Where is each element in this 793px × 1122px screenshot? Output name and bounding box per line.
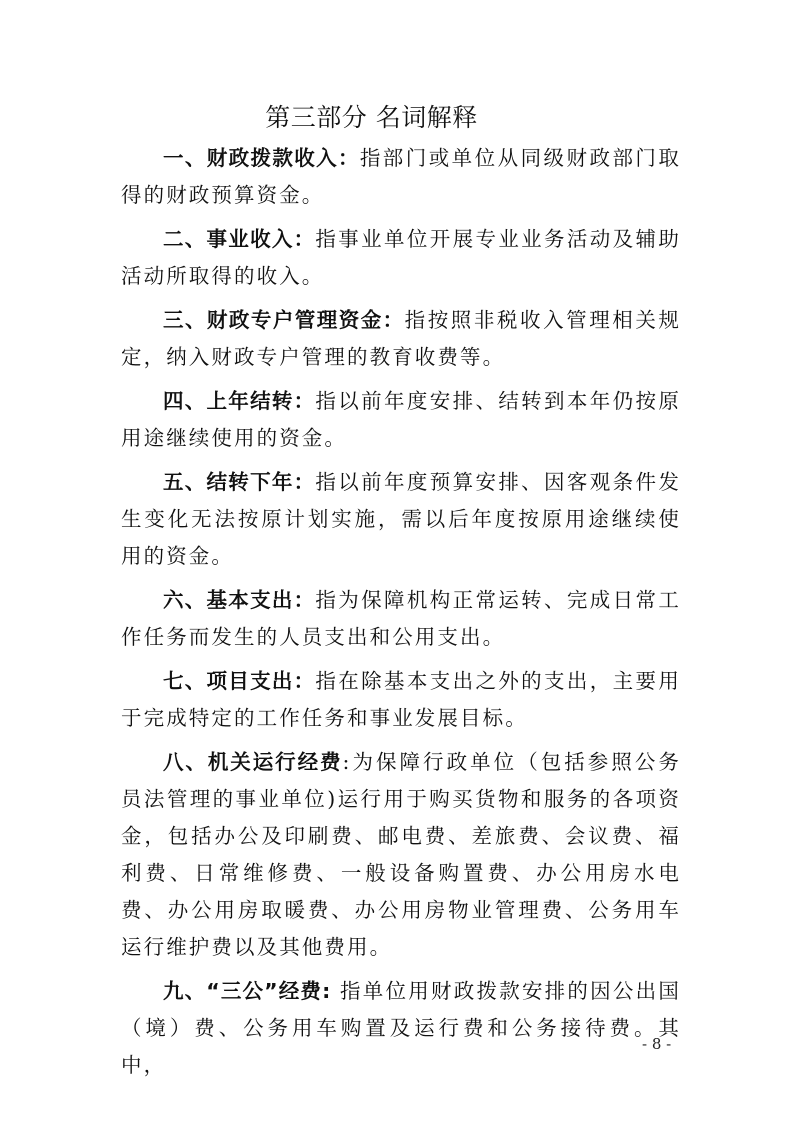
term-4: 四、上年结转： xyxy=(163,389,316,413)
definition-2: 指事业单位开展专业业务活动及辅助活动所取得的收入。 xyxy=(121,227,681,288)
definition-1: 指部门或单位从同级财政部门取得的财政预算资金。 xyxy=(121,146,681,207)
definition-entry-7 xyxy=(121,663,681,737)
definition-7: 指在除基本支出之外的支出，主要用于完成特定的工作任务和事业发展目标。 xyxy=(121,669,681,730)
definition-entry-4 xyxy=(121,383,681,457)
definition-4: 指以前年度安排、结转到本年仍按原用途继续使用的资金。 xyxy=(121,389,681,450)
page-number: - 8 - xyxy=(642,1035,672,1053)
term-5: 五、结转下年： xyxy=(163,470,316,494)
definition-6: 指为保障机构正常运转、完成日常工作任务而发生的人员支出和公用支出。 xyxy=(121,588,681,649)
definition-5: 指以前年度预算安排、因客观条件发生变化无法按原计划实施，需以后年度按原用途继续使用的资金。 xyxy=(121,470,681,568)
term-3: 三、财政专户管理资金： xyxy=(163,308,405,332)
definition-8: :为保障行政单位（包括参照公务员法管理的事业单位)运行用于购买货物和服务的各项资金，包括办公及印刷费、邮电费、差旅费、会议费、福利费、日常维修费、一般设备购置费、办公用房水电费、办公用房取暖费、办公用房物业管理费、公务用车运行维护费以及其他费用。 xyxy=(121,750,682,959)
definition-entry-6 xyxy=(121,582,681,656)
definition-3: 指按照非税收入管理相关规定，纳入财政专户管理的教育收费等。 xyxy=(121,308,682,369)
definition-entry-5 xyxy=(121,464,681,575)
definition-entry-1 xyxy=(121,140,681,214)
definition-entry-3 xyxy=(121,302,681,376)
definitions-list xyxy=(121,140,681,1091)
term-1: 一、财政拨款收入： xyxy=(163,146,360,170)
definition-9: 指单位用财政拨款安排的因公出国（境）费、公务用车购置及运行费和公务接待费。其中， xyxy=(121,979,681,1077)
term-9: 九、“三公”经费: xyxy=(163,979,332,1003)
page-title: 第三部分 名词解释 xyxy=(265,103,478,132)
term-8: 八、机关运行经费 xyxy=(163,750,343,774)
definition-entry-8 xyxy=(121,744,681,966)
definition-entry-9 xyxy=(121,973,681,1084)
term-7: 七、项目支出： xyxy=(163,669,316,693)
definition-entry-2 xyxy=(121,221,681,295)
term-2: 二、事业收入： xyxy=(163,227,316,251)
term-6: 六、基本支出： xyxy=(163,588,316,612)
